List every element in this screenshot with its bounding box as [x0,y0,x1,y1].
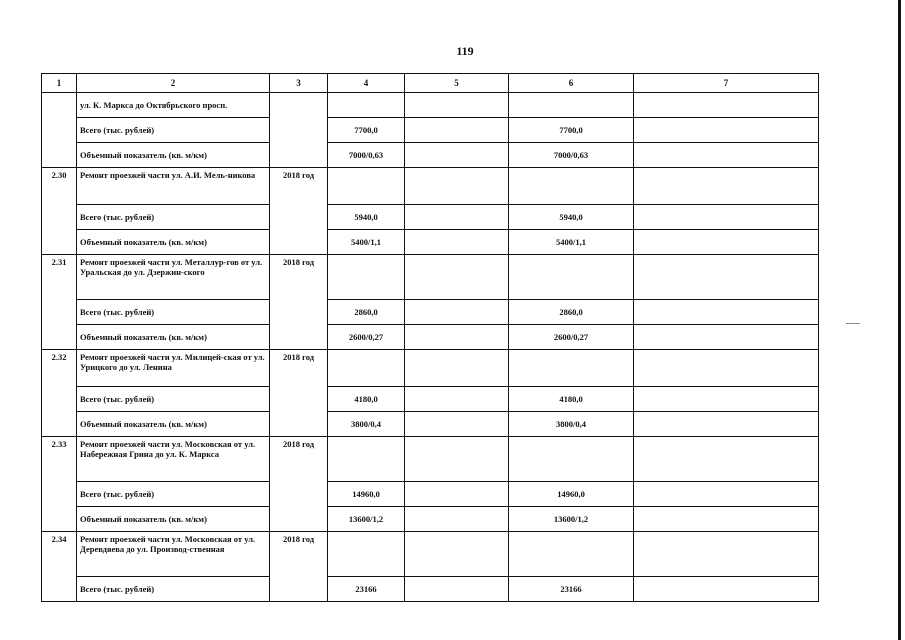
total-col4: 23166 [328,577,405,602]
total-col4: 14960,0 [328,482,405,507]
header-col-6: 6 [509,74,634,93]
cell-empty [405,325,509,350]
item-number: 2.33 [42,437,77,532]
total-col6: 2860,0 [509,300,634,325]
total-label: Всего (тыс. рублей) [77,118,270,143]
total-col4: 7700,0 [328,118,405,143]
total-label: Всего (тыс. рублей) [77,205,270,230]
cell-empty [634,168,819,205]
cell-empty [634,255,819,300]
table-row [42,507,819,532]
table-row [42,412,819,437]
cell-empty [405,387,509,412]
item-year: 2018 год [270,350,328,437]
total-col6: 5940,0 [509,205,634,230]
header-col-7: 7 [634,74,819,93]
cell-empty [634,93,819,118]
cell-year [270,93,328,168]
item-title: Ремонт проезжей части ул. А.И. Мель-никова [77,168,270,205]
cell-number [42,93,77,168]
volume-col6: 3800/0,4 [509,412,634,437]
cell-empty [405,255,509,300]
table-row [42,482,819,507]
volume-col4: 5400/1,1 [328,230,405,255]
cell-empty [634,532,819,577]
header-col-2: 2 [77,74,270,93]
item-title: Ремонт проезжей части ул. Московская от ул. Деревдяева до ул. Производ-ственная [77,532,270,577]
cell-empty [405,482,509,507]
table-row [42,437,819,482]
item-number: 2.32 [42,350,77,437]
table-row [42,350,819,387]
cell-empty [328,168,405,205]
cell-empty [634,577,819,602]
volume-col4: 7000/0,63 [328,143,405,168]
volume-col6: 7000/0,63 [509,143,634,168]
header-col-5: 5 [405,74,509,93]
cell-empty [509,532,634,577]
total-col4: 4180,0 [328,387,405,412]
total-col6: 4180,0 [509,387,634,412]
volume-col6: 5400/1,1 [509,230,634,255]
table-row [42,255,819,300]
volume-col4: 13600/1,2 [328,507,405,532]
volume-label: Объемный показатель (кв. м/км) [77,507,270,532]
table-row [42,230,819,255]
cell-empty [634,412,819,437]
table-row [42,205,819,230]
cell-empty [405,577,509,602]
header-col-4: 4 [328,74,405,93]
cell-empty [634,205,819,230]
item-title: Ремонт проезжей части ул. Московская от ул. Набережная Грина до ул. К. Маркса [77,437,270,482]
header-col-3: 3 [270,74,328,93]
header-row [42,74,819,93]
cell-empty [405,300,509,325]
table-row [42,532,819,577]
cell-empty [405,143,509,168]
cell-empty [509,168,634,205]
table-row [42,300,819,325]
item-number: 2.34 [42,532,77,602]
total-label: Всего (тыс. рублей) [77,482,270,507]
cell-empty [405,205,509,230]
cell-empty [405,93,509,118]
item-year: 2018 год [270,168,328,255]
cell-empty [634,482,819,507]
total-label: Всего (тыс. рублей) [77,387,270,412]
table-row [42,577,819,602]
item-year: 2018 год [270,255,328,350]
table-row [42,168,819,205]
cell-empty [634,437,819,482]
cell-empty [634,387,819,412]
total-label: Всего (тыс. рублей) [77,300,270,325]
cell-empty [328,437,405,482]
page-number: 119 [456,44,474,58]
table-row [42,387,819,412]
page-edge-line [898,0,901,640]
volume-col4: 2600/0,27 [328,325,405,350]
cell-empty [405,118,509,143]
cell-empty [634,143,819,168]
volume-label: Объемный показатель (кв. м/км) [77,412,270,437]
item-title: Ремонт проезжей части ул. Металлур-гов от ул. Уральская до ул. Дзержин-ского [77,255,270,300]
cell-empty [405,168,509,205]
item-number: 2.31 [42,255,77,350]
cell-empty [328,93,405,118]
total-col4: 2860,0 [328,300,405,325]
cell-empty [634,300,819,325]
volume-col6: 13600/1,2 [509,507,634,532]
table-row [42,118,819,143]
cell-empty [509,255,634,300]
table-row [42,143,819,168]
total-col6: 7700,0 [509,118,634,143]
cell-empty [634,325,819,350]
item-number: 2.30 [42,168,77,255]
cell-empty [509,437,634,482]
cell-empty [328,532,405,577]
volume-label: Объемный показатель (кв. м/км) [77,143,270,168]
item-title: Ремонт проезжей части ул. Милицей-ская от ул. Урицкого до ул. Ленина [77,350,270,387]
cell-empty [405,507,509,532]
volume-label: Объемный показатель (кв. м/км) [77,325,270,350]
total-label: Всего (тыс. рублей) [77,577,270,602]
table-row [42,325,819,350]
cell-empty [405,412,509,437]
cell-empty [405,437,509,482]
cell-empty [405,532,509,577]
cell-empty [634,118,819,143]
volume-col6: 2600/0,27 [509,325,634,350]
volume-label: Объемный показатель (кв. м/км) [77,230,270,255]
cell-empty [634,507,819,532]
header-col-1: 1 [42,74,77,93]
cell-empty [509,93,634,118]
item-year: 2018 год [270,532,328,602]
cell-empty [634,350,819,387]
item-year: 2018 год [270,437,328,532]
volume-col4: 3800/0,4 [328,412,405,437]
cell-empty [509,350,634,387]
total-col4: 5940,0 [328,205,405,230]
cell-empty [328,350,405,387]
table-row [42,93,819,118]
cell-empty [328,255,405,300]
cell-empty [634,230,819,255]
total-col6: 14960,0 [509,482,634,507]
item-title: ул. К. Маркса до Октябрьского просп. [77,93,270,118]
cell-empty [405,230,509,255]
margin-mark [846,323,860,324]
program-table [41,73,819,602]
total-col6: 23166 [509,577,634,602]
cell-empty [405,350,509,387]
